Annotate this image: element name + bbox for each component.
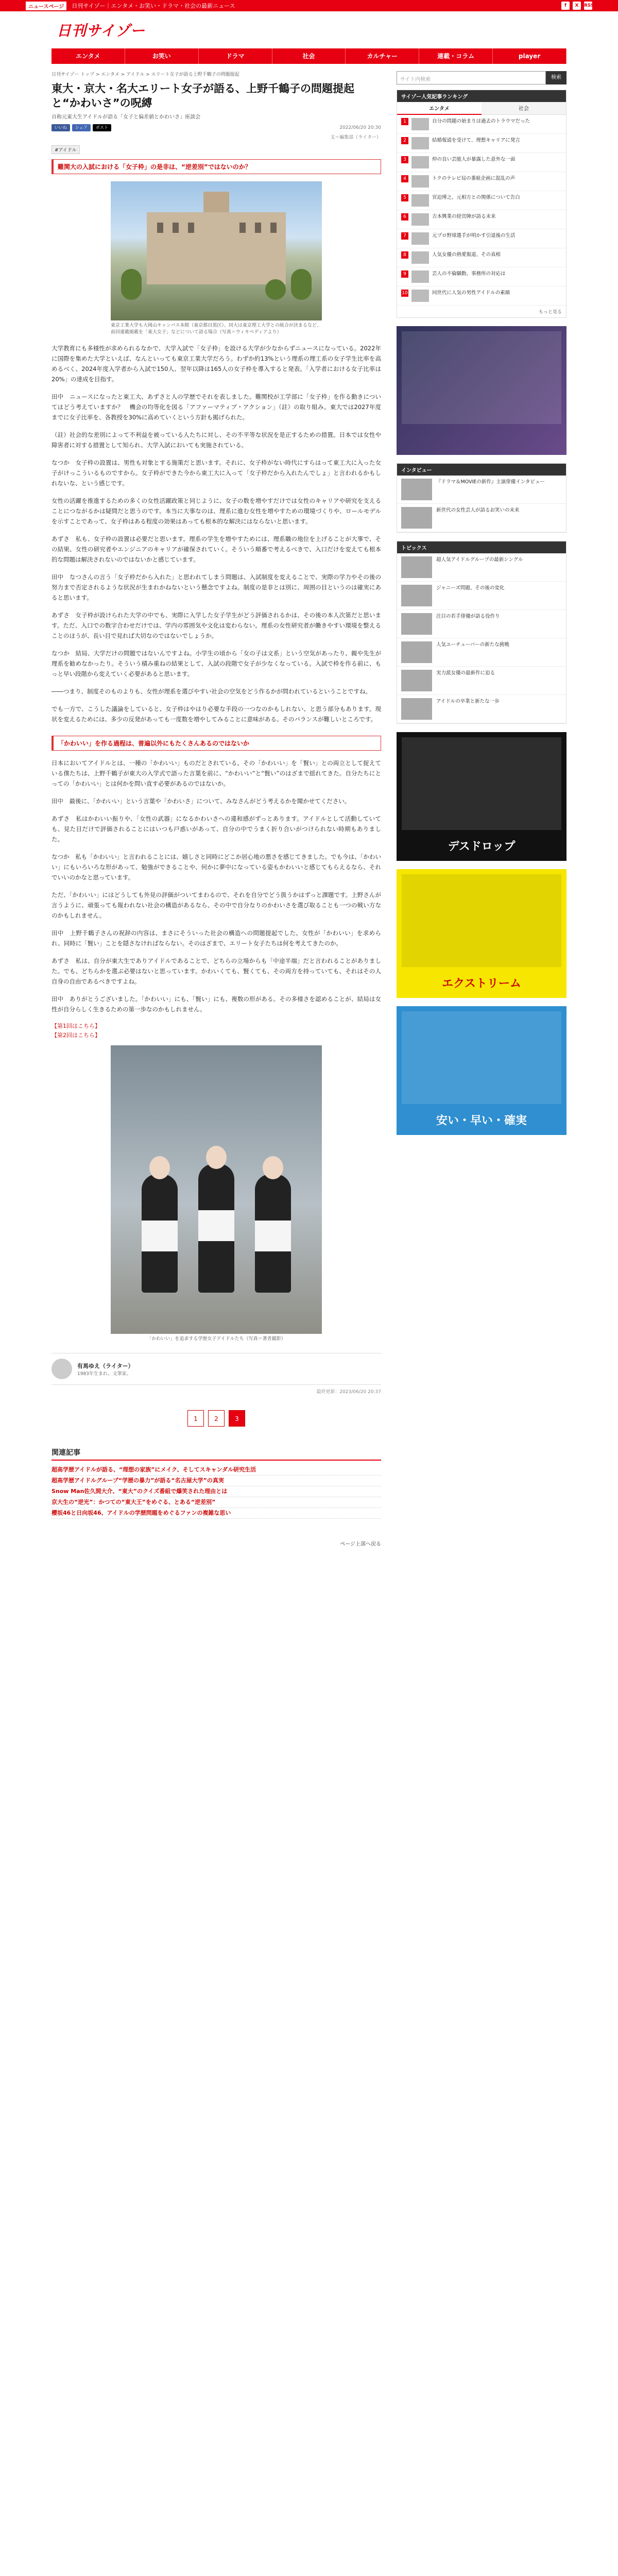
page-2-button[interactable]: 2	[208, 1410, 225, 1427]
ranking-box	[397, 90, 566, 318]
article-date: 2022/06/20 20:30	[339, 125, 381, 130]
photo-caption-2: 「かわいい」を追求する学歴女子アイドルたち（写真＝著者撮影）	[147, 1336, 286, 1342]
series-links	[52, 1022, 381, 1040]
link-part-1[interactable]: 【第1回はこちら】	[52, 1023, 100, 1029]
photo-caption: 東京工業大学も大岡山キャンパス本館（東京都目黒区）。同大は東京理工大学との統合が決まるなど、前回連載掲載を「東大女子」などについて語る場合（写真＝ウィキペディアより）	[111, 323, 321, 335]
ad-banner-death-drop[interactable]: デスドロップ	[397, 732, 566, 861]
ad-banner-extreme[interactable]: エクストリーム	[397, 869, 566, 998]
paragraph: あずさ 女子枠が設けられた大学の中でも、実際に入学した女子学生がどう評価されるかは、その後の本人次第だと思います。ただ、入口での数字合わせだけでは、学内の雰囲気や文化は変わらない。理系の女性研究者が働きやすい環境を整えることのほうが、長い目で見れば大切なのではないでしょうか。	[52, 612, 381, 639]
rss-icon[interactable]: RSS	[584, 2, 592, 10]
last-updated: 最終更新：2023/06/20 20:37	[316, 1389, 381, 1395]
link-part-2[interactable]: 【第2回はこちら】	[52, 1032, 100, 1039]
paragraph: あずさ 私も、女子枠の設置は必要だと思います。理系の学生を増やすためには、理系職の地位を上げることが大事で、その結果、女性の研究者やエンジニアのキャリアが確保されていく。そういう順番で考えるべきで、入口だけを変えても根本的な問題は解決されないのではないかと感じています。	[52, 535, 381, 563]
search-button[interactable]: 検索	[546, 71, 566, 84]
related-item[interactable]: 櫻坂46と日向坂46、アイドルの学歴問題をめぐるファンの複雑な思い	[52, 1508, 381, 1519]
facebook-share-button[interactable]: シェア	[72, 124, 91, 131]
content-wrapper	[52, 71, 566, 1547]
featured-title: インタビュー	[397, 464, 566, 476]
article-byline: 文＝編集部（ライター）	[330, 135, 381, 140]
header	[0, 11, 618, 48]
paragraph: あずさ 私は、自分が東大生でありアイドルであることで、どちらの立場からも「中途半端」だと言われることがありました。でも、どちらかを選ぶ必要はないと思っています。かわいくても、賢くても、その両方を持っていても、それはその人自身の自由であるべきですよね。	[52, 957, 381, 985]
facebook-like-button[interactable]: いいね	[52, 124, 70, 131]
author-avatar	[52, 1359, 72, 1379]
related-articles	[52, 1447, 381, 1519]
idols-image	[111, 1045, 322, 1334]
nav-item-culture[interactable]: カルチャー	[346, 48, 419, 64]
ad-banner-1[interactable]	[397, 326, 566, 455]
paragraph: 大学教育にも多様性が求められるなかで、大学入試で「女子枠」を設ける大学が少なからずニュースになっている。2022年に国際を集めた大学といえば、なんといっても東京工業大学だろう。わずか約13%という理系の理工系の女子学生比率を高めるべく、2024年度入学者から入試で150人、翌年以降は165人の女子枠を導入すると発表。「入学者における女子比率は20%」の達成を目指す。	[52, 345, 381, 383]
paragraph: 田中 上野千鶴子さんの祝辞の内容は、まさにそういった社会の構造への問題提起でした。女性が「かわいい」を求められ、同時に「賢い」ことを隠さなければならない。そのはざまで、エリート女子たちは何を考えてきたのか。	[52, 929, 381, 947]
ranking-item[interactable]: 3 仲の良い芸能人が暴露した意外な一面	[397, 153, 566, 172]
paragraph: 田中 ニュースになったと東工大、あずさと人の学歴でそれを表しました。難関校が工学部に「女子枠」を作る動きについてはどう考えていますか？ 機会の均等化を図る「アファーマティブ・アクション」（註）の取り組み。東大では2027年度までに女子比率を、各教授を30%に高めていくという方針も掲げられた。	[52, 393, 381, 421]
author-description: 1983年生まれ。文筆家。	[77, 1371, 131, 1377]
article-meta	[52, 124, 381, 131]
paragraph: 田中 ありがとうございました。「かわいい」にも、「賢い」にも、複数の形がある。その多様さを認めることが、結局は女性が自分らしく生きるための第一歩なのかもしれません。	[52, 995, 381, 1013]
pagination	[52, 1410, 381, 1427]
paragraph: 女性の活躍を推進するための多くの女性活躍政策と同じように、女子の数を増やすだけでは女性のキャリアや研究を支えることにつながるかは疑問だと思うのです。本当に大事なのは、理系に進む女性を増やすための環境づくりや、ロールモデルを示すことであって、女子枠はある程度の効果はあっても根本的な解決にはならないと思います。	[52, 497, 381, 525]
ranking-item[interactable]: 7 元プロ野球選手が明かす引退後の生活	[397, 229, 566, 248]
share-buttons	[52, 124, 111, 131]
related-item[interactable]: Snow Man佐久間大介、“東大”のクイズ番組で爆笑された理由とは	[52, 1486, 381, 1497]
nav-item-column[interactable]: 連載・コラム	[419, 48, 493, 64]
section-heading-1: 難関大の入試における「女子枠」の是非は、“逆差別”ではないのか？	[52, 159, 381, 174]
site-tagline: 日刊サイゾー｜エンタメ・お笑い・ドラマ・社会の最新ニュース	[72, 3, 235, 9]
ranking-item[interactable]: 4 トクのテレビ局の番組企画に混乱の声	[397, 172, 566, 191]
article-body-2	[52, 758, 381, 1014]
paragraph: 日本においてアイドルとは、一種の「かわいい」ものだとされている。その「かわいい」を「賢い」との両立として捉えている僕たちは、上野千鶴子が東大の入学式で語った言葉を前に、“かわいい”と“賢い”のはざまで揺れてきた。自分たちにとっての「かわいい」とは何かを問い直す必要があるのではないか。	[52, 759, 381, 787]
ranking-title: サイゾー人気記事ランキング	[397, 90, 566, 102]
ranking-item[interactable]: 9 芸人の不倫騒動、事務所の対応は	[397, 267, 566, 286]
featured-box	[397, 463, 566, 533]
tag-idol[interactable]: #アイドル	[52, 145, 80, 154]
nav-item-comedy[interactable]: お笑い	[125, 48, 199, 64]
article-main	[52, 71, 381, 1547]
topic-item[interactable]: 注目の若手俳優が語る役作り	[397, 610, 566, 638]
paragraph: ただ、「かわいい」にはどうしても外見の評価がついてまわるので、それを自分でどう扱うかはずっと課題です。上野さんが言うように、頑張っても報われない社会の構造があるなら、その中で自分なりのかわいさを選び取ることも一つの戦い方なのかもしれません。	[52, 891, 381, 919]
global-nav	[52, 48, 566, 64]
paragraph: 田中 なつさんの言う「女子枠だから入れた」と思われてしまう問題は、入試制度を変えることで、実際の学力やその後の努力まで否定されるような状況が生まれかねないという懸念ですよね。制度の是非とは別に、周囲の目というのは確実にあると思います。	[52, 573, 381, 601]
paragraph: 田中 最後に、「かわいい」という言葉や「かわいさ」について、みなさんがどう考えるかを聞かせてください。	[52, 798, 351, 805]
related-heading: 関連記事	[52, 1447, 381, 1461]
breadcrumb[interactable]: 日刊サイゾー トップ > エンタメ > アイドル > エリート女子が語る上野千鶴子の問題提起	[52, 72, 239, 77]
ranking-item[interactable]: 1 自分の問題の始まりは過去のトラウマだった	[397, 115, 566, 134]
photo-campus	[111, 181, 322, 336]
ranking-list	[397, 115, 566, 306]
ranking-item[interactable]: 10 同世代に人気の男性アイドルの素顔	[397, 286, 566, 306]
photo-idols	[111, 1045, 322, 1343]
news-page-tag[interactable]: ニュースページ	[26, 2, 66, 10]
page-3-button[interactable]: 3	[229, 1410, 245, 1427]
ranking-item[interactable]: 8 人気女優の熱愛報道、その真相	[397, 248, 566, 267]
ranking-item[interactable]: 5 宮迫博之、元相方との関係について告白	[397, 191, 566, 210]
back-to-top-link[interactable]: ページ上部へ戻る	[340, 1541, 381, 1547]
article-subtitle: 自称元東大生アイドルが語る「女子と偏差値とかわいさ」座談会	[52, 114, 201, 120]
site-logo[interactable]: 日刊サイゾー	[57, 22, 146, 39]
paragraph: あずさ 私はかわいい振りや、「女性の武器」になるかわいさへの違和感がずっとあります。アイドルとして活動していても、見た目だけで評価されることにはいつも戸惑いがあって、自分の中でうまく折り合いがつけられない時期もありました。	[52, 815, 381, 843]
paragraph: （註）社会的な差別によって不利益を被っている人たちに対し、その不平等な状況を是正するための措置。日本では女性や障害者に対する措置として知られ、大学入試においても実施されている。	[52, 431, 381, 449]
featured-item[interactable]: 新世代の女性芸人が語るお笑いの未来	[397, 504, 566, 532]
x-icon[interactable]: X	[573, 2, 581, 10]
paragraph: でも一方で、こうした議論をしていると、女子枠はやはり必要な手段の一つなのかもしれない、と思う部分もあります。現状を変えるためには、多少の反発があっても一度数を増やしてみることに意味がある。そのバランスが難しいところです。	[52, 705, 381, 723]
featured-item[interactable]: 『ドラマ＆MOVIEの新作』主演俳優インタビュー	[397, 476, 566, 504]
nav-item-player[interactable]: player	[493, 48, 566, 64]
topic-item[interactable]: ジャニーズ問題、その後の変化	[397, 582, 566, 610]
x-post-button[interactable]: ポスト	[93, 124, 111, 131]
nav-item-entertainment[interactable]: エンタメ	[52, 48, 125, 64]
topics-box	[397, 541, 566, 724]
topic-item[interactable]: 超人気アイドルグループの最新シングル	[397, 553, 566, 582]
tab-entertainment[interactable]: エンタメ	[397, 102, 482, 115]
section-heading-2: 「かわいい」を作る過程は、普遍以外にもたくさんあるのではないか	[52, 736, 381, 751]
sidebar	[397, 71, 566, 1547]
paragraph: ――つまり、制度そのものよりも、女性が理系を選びやすい社会の空気をどう作るかが問われているということですね。	[52, 688, 371, 695]
page-1-button[interactable]: 1	[187, 1410, 204, 1427]
topic-item[interactable]: アイドルの卒業と新たな一歩	[397, 695, 566, 723]
related-item[interactable]: 京大生の“逆光”：かつての“東大王”をめぐる、とある“逆差別”	[52, 1497, 381, 1508]
ranking-more-link[interactable]: もっと見る	[538, 310, 562, 315]
topic-item[interactable]: 実力派女優の最新作に迫る	[397, 667, 566, 695]
social-links	[561, 2, 592, 10]
related-item[interactable]: 超高学歴アイドルグループ“学歴の暴力”が語る“名古屋大学”の真実	[52, 1476, 381, 1486]
ad-banner-cheap[interactable]: 安い・早い・確実	[397, 1006, 566, 1135]
search-input[interactable]: サイト内検索	[397, 71, 546, 84]
article-title: 東大・京大・名大エリート女子が語る、上野千鶴子の問題提起と“かわいさ”の呪縛	[52, 82, 354, 109]
campus-image	[111, 181, 322, 320]
author-name[interactable]: 有馬ゆえ（ライター）	[77, 1362, 134, 1369]
ranking-item[interactable]: 6 吉本興業の経営陣が語る未来	[397, 210, 566, 229]
related-item[interactable]: 超高学歴アイドルが語る、“理想の家族”にメイク、そしてスキャンダル研究生活	[52, 1465, 381, 1476]
paragraph: なつか 私も「かわいい」と言われることには、嬉しさと同時にどこか居心地の悪さを感じてきました。でも今は、「かわいい」にもいろいろな形があって、勉強ができることや、何かに夢中になっている姿もかわいいと感じてもらえるなら、それでいいのかなと思っています。	[52, 853, 381, 881]
nav-item-society[interactable]: 社会	[272, 48, 346, 64]
topics-title: トピックス	[397, 541, 566, 553]
search-box	[397, 71, 566, 84]
topic-item[interactable]: 人気ユーチューバーの新たな挑戦	[397, 638, 566, 667]
facebook-icon[interactable]: f	[561, 2, 570, 10]
author-box	[52, 1353, 381, 1385]
ranking-item[interactable]: 2 結婚報道を受けて、理想キャリアに発言	[397, 134, 566, 153]
article-body	[52, 343, 381, 724]
tab-society[interactable]: 社会	[482, 102, 566, 115]
top-bar	[0, 0, 618, 11]
paragraph: なつか 女子枠の設置は、男性も対象とする施策だと思います。それに、女子枠がない時代にすらはって東工大に入った女子がけっこういるものですから。女子枠ができた今から東工大に入って「女子枠だから入れたんでしょ」と言われるかもしれないな、という感じです。	[52, 459, 381, 487]
paragraph: なつか 結局、大学だけの問題ではないんですよね。小学生の頃から「女の子は文系」という空気があったり、親や先生が理系を勧めなかったり。そういう積み重ねの結果として、入試の段階で女子が少なくなっている。入試で枠を作る前に、もっと早い段階から変えていく必要があると思います。	[52, 650, 381, 677]
nav-item-drama[interactable]: ドラマ	[199, 48, 272, 64]
